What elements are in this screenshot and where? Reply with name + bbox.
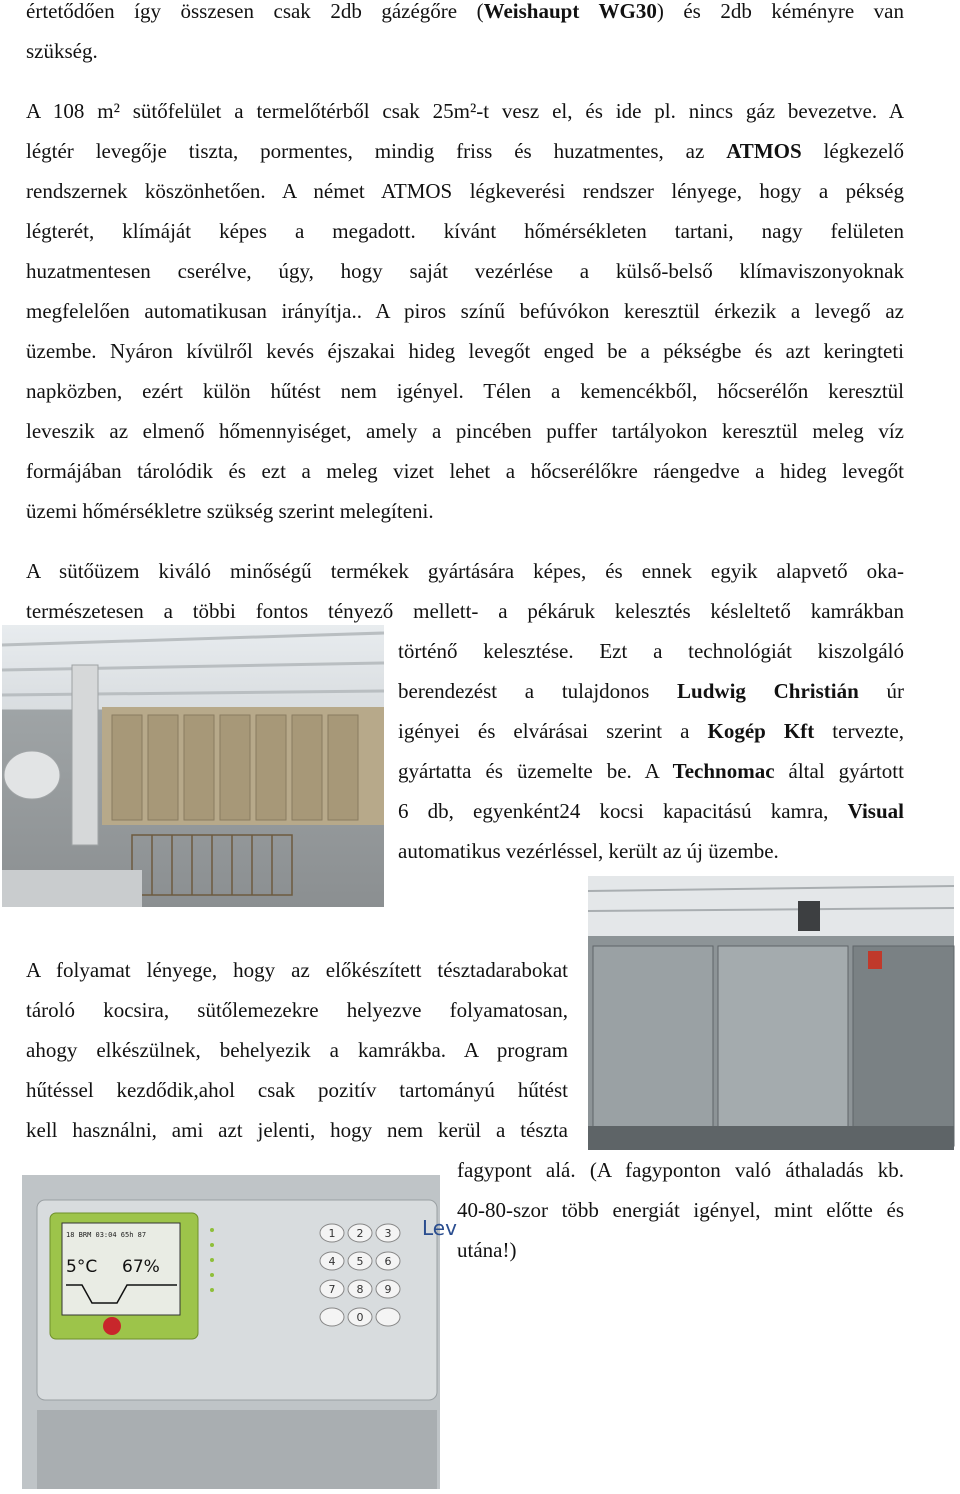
text-line: huzatmentesen cserélve, úgy, hogy saját vezérlése a külső-belső klímaviszonyoknak [26,259,904,283]
text-line: légterét, klímáját képes a megadott. kívánt hőmérsékleten tartani, nagy felületen [26,219,904,243]
text-line: szükség. [26,39,98,63]
stop-button[interactable] [103,1317,121,1335]
text-line: berendezést a tulajdonos Ludwig Christián úr [398,679,905,703]
keypad-key-label: 4 [328,1255,336,1268]
text-line: A 108 m² sütőfelület a termelőtérből csak 25m²-t vesz el, és ide pl. nincs gáz bevezetve. A [26,99,904,123]
keypad-key-label: 0 [356,1311,364,1324]
text-line: rendszernek köszönhetően. A német ATMOS légkeverési rendszer lényege, hogy a pékség [26,179,904,203]
text-line: 40-80-szor több energiát igényel, mint előtte és [457,1198,904,1222]
text-line: értetődően így összesen csak 2db gázégőre (Weishaupt WG30) és 2db kéményre van [26,0,904,23]
text-line: történő kelesztése. Ezt a technológiát kiszolgáló [398,639,904,663]
text-line: tároló kocsira, sütőlemezekre helyezve folyamatosan, [26,998,568,1022]
text-line: kell használni, ami azt jelenti, hogy nem kerül a tészta [26,1118,568,1142]
keypad-key-label: 8 [356,1283,364,1296]
text-line: igényei és elvárásai szerint a Kogép Kft tervezte, [398,719,905,743]
text-line: légtér levegője tiszta, pormentes, mindig friss és huzatmentes, az ATMOS légkezelő [26,139,904,163]
text-line: leveszik az elmenő hőmennyiséget, amely a pincében puffer tartályokon keresztül meleg víz [26,419,904,443]
text-line: A sütőüzem kiváló minőségű termékek gyártására képes, és ennek egyik alapvető oka- [26,559,904,583]
text-line: 6 db, egyenként24 kocsi kapacitású kamra, Visual [398,799,904,823]
keypad-key-label: 7 [328,1283,336,1296]
proofing-chamber-photo [588,876,954,1150]
text-line: üzembe. Nyáron kívülről kevés éjszakai hideg levegőt enged be a pékségbe és azt keringteti [26,339,904,363]
lcd-header: 18 BRM 03:04 65h 87 [66,1231,147,1239]
text-line: ahogy elkészülnek, behelyezik a kamrákba. A program [26,1038,568,1062]
keypad-key-label: 6 [384,1255,392,1268]
text-line: napközben, ezért külön hűtést nem igényel. Télen a kemencékből, hőcserélőn keresztül [26,379,904,403]
text-line: formájában tárolódik és ezt a meleg vizet lehet a hőcserélőkre ráengedve a hideg levegőt [26,459,904,483]
text-line: gyártatta és üzemelte be. A Technomac által gyártott [398,759,904,783]
text-line: megfelelően automatikusan irányítja.. A piros színű befúvókon keresztül érkezik a levegő az [26,299,904,323]
text-line: A folyamat lényege, hogy az előkészített tésztadarabokat [26,958,568,982]
lcd-humidity: 67% [122,1257,160,1277]
keypad-key-label: 2 [356,1227,364,1240]
bakery-hall-photo [2,625,384,907]
text-line: természetesen a többi fontos tényező mellett- a pékáruk kelesztés késleltető kamrákban [26,599,904,623]
text-line: hűtéssel kezdődik,ahol csak pozitív tartományú hűtést [26,1078,568,1102]
control-panel-photo [22,1175,457,1489]
keypad-key-label: 3 [384,1227,392,1240]
lcd-temperature: 5°C [66,1257,98,1277]
brand-logo: Lev [422,1216,457,1240]
text-line: automatikus vezérléssel, került az új üzembe. [398,839,779,863]
keypad-key[interactable] [320,1308,344,1326]
text-line: fagypont alá. (A fagyponton való áthaladás kb. [457,1158,904,1182]
keypad-key-label: 9 [384,1283,392,1296]
keypad-key-label: 5 [356,1255,364,1268]
text-line: üzemi hőmérsékletre szükség szerint melegíteni. [26,499,434,523]
keypad-key-label: 1 [328,1227,336,1240]
text-line: utána!) [457,1238,517,1262]
keypad-key[interactable] [376,1308,400,1326]
